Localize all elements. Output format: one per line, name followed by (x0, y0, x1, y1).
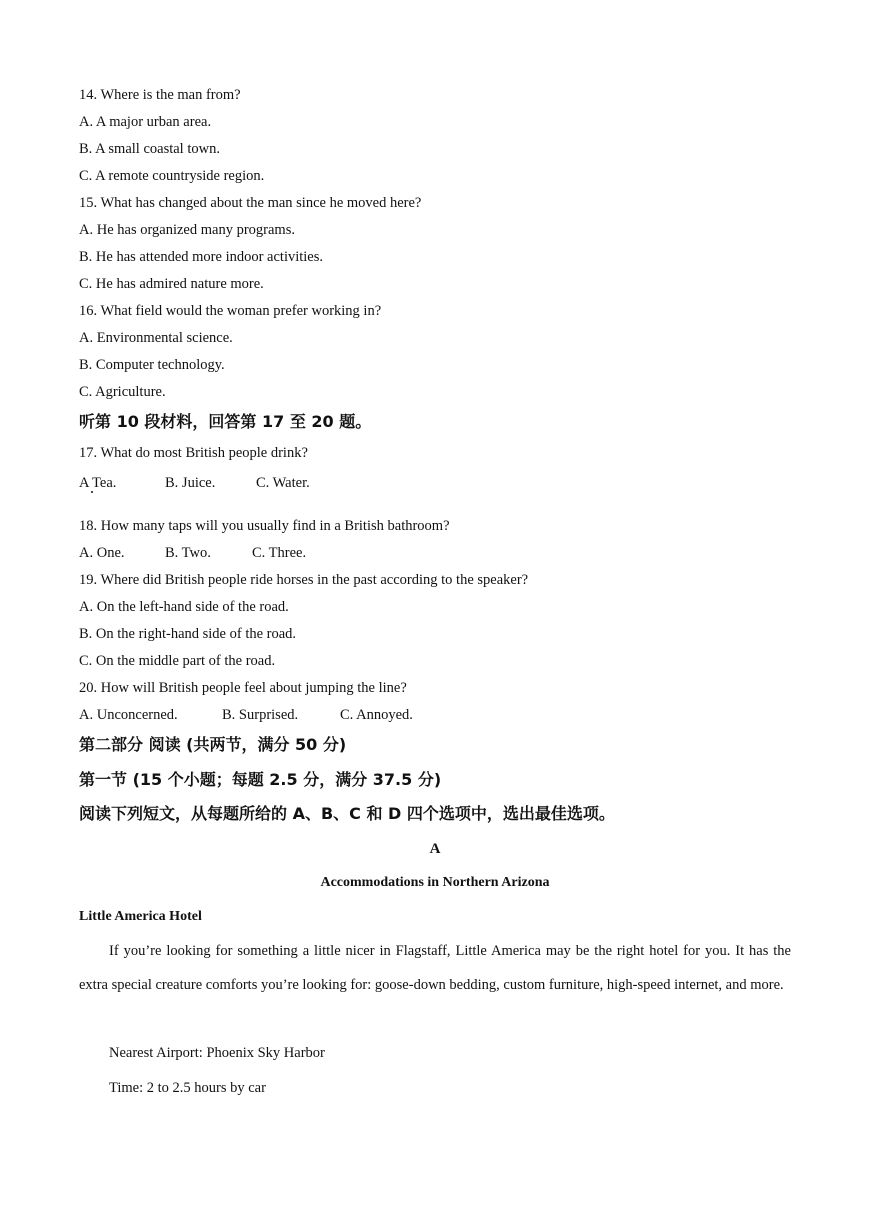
q16-option-a: A. Environmental science. (79, 330, 233, 346)
q18-option-c: C. Three. (252, 545, 307, 561)
q14-option-c: C. A remote countryside region. (79, 168, 265, 184)
q18-option-b: B. Two. (165, 545, 211, 561)
q20-options (79, 706, 413, 724)
q19-option-b: B. On the right-hand side of the road. (79, 626, 297, 642)
section-10-heading: 听第 10 段材料，回答第 17 至 20 题。 (79, 412, 372, 431)
passage-letter: A (429, 841, 441, 857)
q18-stem: 18. How many taps will you usually find in a British bathroom? (79, 518, 450, 534)
q20-stem: 20. How will British people feel about jumping the line? (79, 680, 407, 696)
reading-instruction: 阅读下列短文，从每题所给的 A、B、C 和 D 四个选项中，选出最佳选项。 (79, 804, 615, 823)
q15-option-a: A. He has organized many programs. (79, 222, 295, 238)
q17-options (79, 474, 310, 492)
q20-option-b: B. Surprised. (222, 707, 299, 723)
q19-stem: 19. Where did British people ride horses in the past according to the speaker? (79, 572, 529, 588)
travel-time: Time: 2 to 2.5 hours by car (109, 1080, 266, 1096)
passage-title: Accommodations in Northern Arizona (320, 875, 550, 890)
q15-option-b: B. He has attended more indoor activities. (79, 249, 324, 265)
q17-option-c: C. Water. (256, 475, 310, 491)
hotel-description-text: If you’re looking for something a little nicer in Flagstaff, Little America may be the right hotel for you. It has the extra special creature comforts you’re looking for: goose-down bedding, custom furniture, high-speed internet, and more. (79, 943, 791, 993)
q16-option-c: C. Agriculture. (79, 384, 166, 400)
nearest-airport: Nearest Airport: Phoenix Sky Harbor (109, 1045, 325, 1061)
q18-option-a: A. One. (79, 545, 125, 561)
hotel-description (79, 934, 791, 1002)
q16-option-b: B. Computer technology. (79, 357, 225, 373)
hotel-name: Little America Hotel (79, 909, 202, 924)
q15-stem: 15. What has changed about the man since he moved here? (79, 195, 422, 211)
part-2-heading: 第二部分 阅读 (共两节，满分 50 分) (79, 735, 347, 754)
q20-option-a: A. Unconcerned. (79, 707, 178, 723)
q17-option-a: A Tea. (79, 475, 117, 491)
q14-stem: 14. Where is the man from? (79, 87, 241, 103)
q16-stem: 16. What field would the woman prefer working in? (79, 303, 382, 319)
q17-stem: 17. What do most British people drink? (79, 445, 308, 461)
section-1-heading: 第一节 (15 个小题；每题 2.5 分，满分 37.5 分) (79, 770, 442, 789)
q20-option-c: C. Annoyed. (340, 707, 413, 723)
q19-option-a: A. On the left-hand side of the road. (79, 599, 289, 615)
q14-option-a: A. A major urban area. (79, 114, 212, 130)
q15-option-c: C. He has admired nature more. (79, 276, 264, 292)
q17-option-b: B. Juice. (165, 475, 216, 491)
q18-options (79, 544, 306, 562)
stray-dot-mark (91, 491, 93, 493)
q14-option-b: B. A small coastal town. (79, 141, 220, 157)
q19-option-c: C. On the middle part of the road. (79, 653, 276, 669)
